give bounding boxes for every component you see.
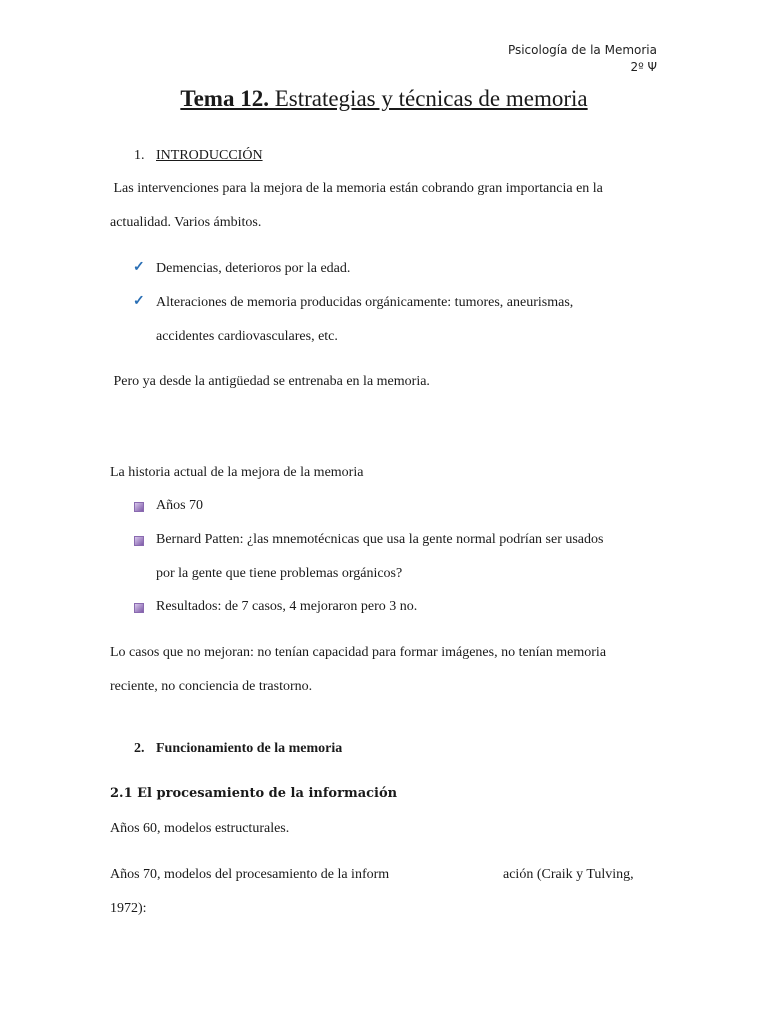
checkmark-icon: ✓	[133, 294, 145, 309]
section2-heading: Funcionamiento de la memoria	[156, 741, 343, 756]
bullet-item: Años 70	[156, 498, 204, 513]
subsection-heading: 2.1 El procesamiento de la información	[110, 786, 398, 801]
text-line-70s-part-c: 1972):	[110, 901, 147, 916]
check-item-continued: accidentes cardiovasculares, etc.	[156, 329, 338, 344]
bullet-item: Resultados: de 7 casos, 4 mejoraron pero 3 no.	[156, 599, 418, 614]
history-heading: La historia actual de la mejora de la memoria	[110, 465, 364, 480]
section2-number: 2.	[134, 741, 145, 756]
check-item: Demencias, deterioros por la edad.	[156, 261, 351, 276]
title-number: Tema 12.	[180, 86, 269, 111]
title-text: Estrategias y técnicas de memoria	[268, 86, 588, 111]
text-line-60s: Años 60, modelos estructurales.	[110, 821, 290, 836]
header-year: 2º Ψ	[630, 60, 657, 74]
bullet-item: Bernard Patten: ¿las mnemotécnicas que usa la gente normal podrían ser usados	[156, 532, 604, 547]
checkmark-icon: ✓	[133, 260, 145, 275]
page-title	[0, 86, 768, 112]
conclusion-line-2: reciente, no conciencia de trastorno.	[110, 679, 313, 694]
intro-line-2: actualidad. Varios ámbitos.	[110, 215, 262, 230]
section1-number: 1.	[134, 148, 145, 163]
conclusion-line-1: Lo casos que no mejoran: no tenían capacidad para formar imágenes, no tenían memoria	[110, 645, 607, 660]
bullet-item-continued: por la gente que tiene problemas orgánicos?	[156, 566, 403, 581]
header-subject: Psicología de la Memoria	[507, 43, 657, 57]
square-bullet-icon	[134, 502, 144, 512]
antiquity-line: Pero ya desde la antigüedad se entrenaba en la memoria.	[110, 374, 430, 389]
text-line-70s-part-b: ación (Craik y Tulving,	[503, 867, 634, 882]
square-bullet-icon	[134, 603, 144, 613]
intro-line-1: Las intervenciones para la mejora de la memoria están cobrando gran importancia en la	[110, 181, 603, 196]
text-line-70s-part-a: Años 70, modelos del procesamiento de la inform	[110, 867, 390, 882]
section1-heading: INTRODUCCIÓN	[156, 148, 263, 163]
square-bullet-icon	[134, 536, 144, 546]
check-item: Alteraciones de memoria producidas orgánicamente: tumores, aneurismas,	[156, 295, 574, 310]
